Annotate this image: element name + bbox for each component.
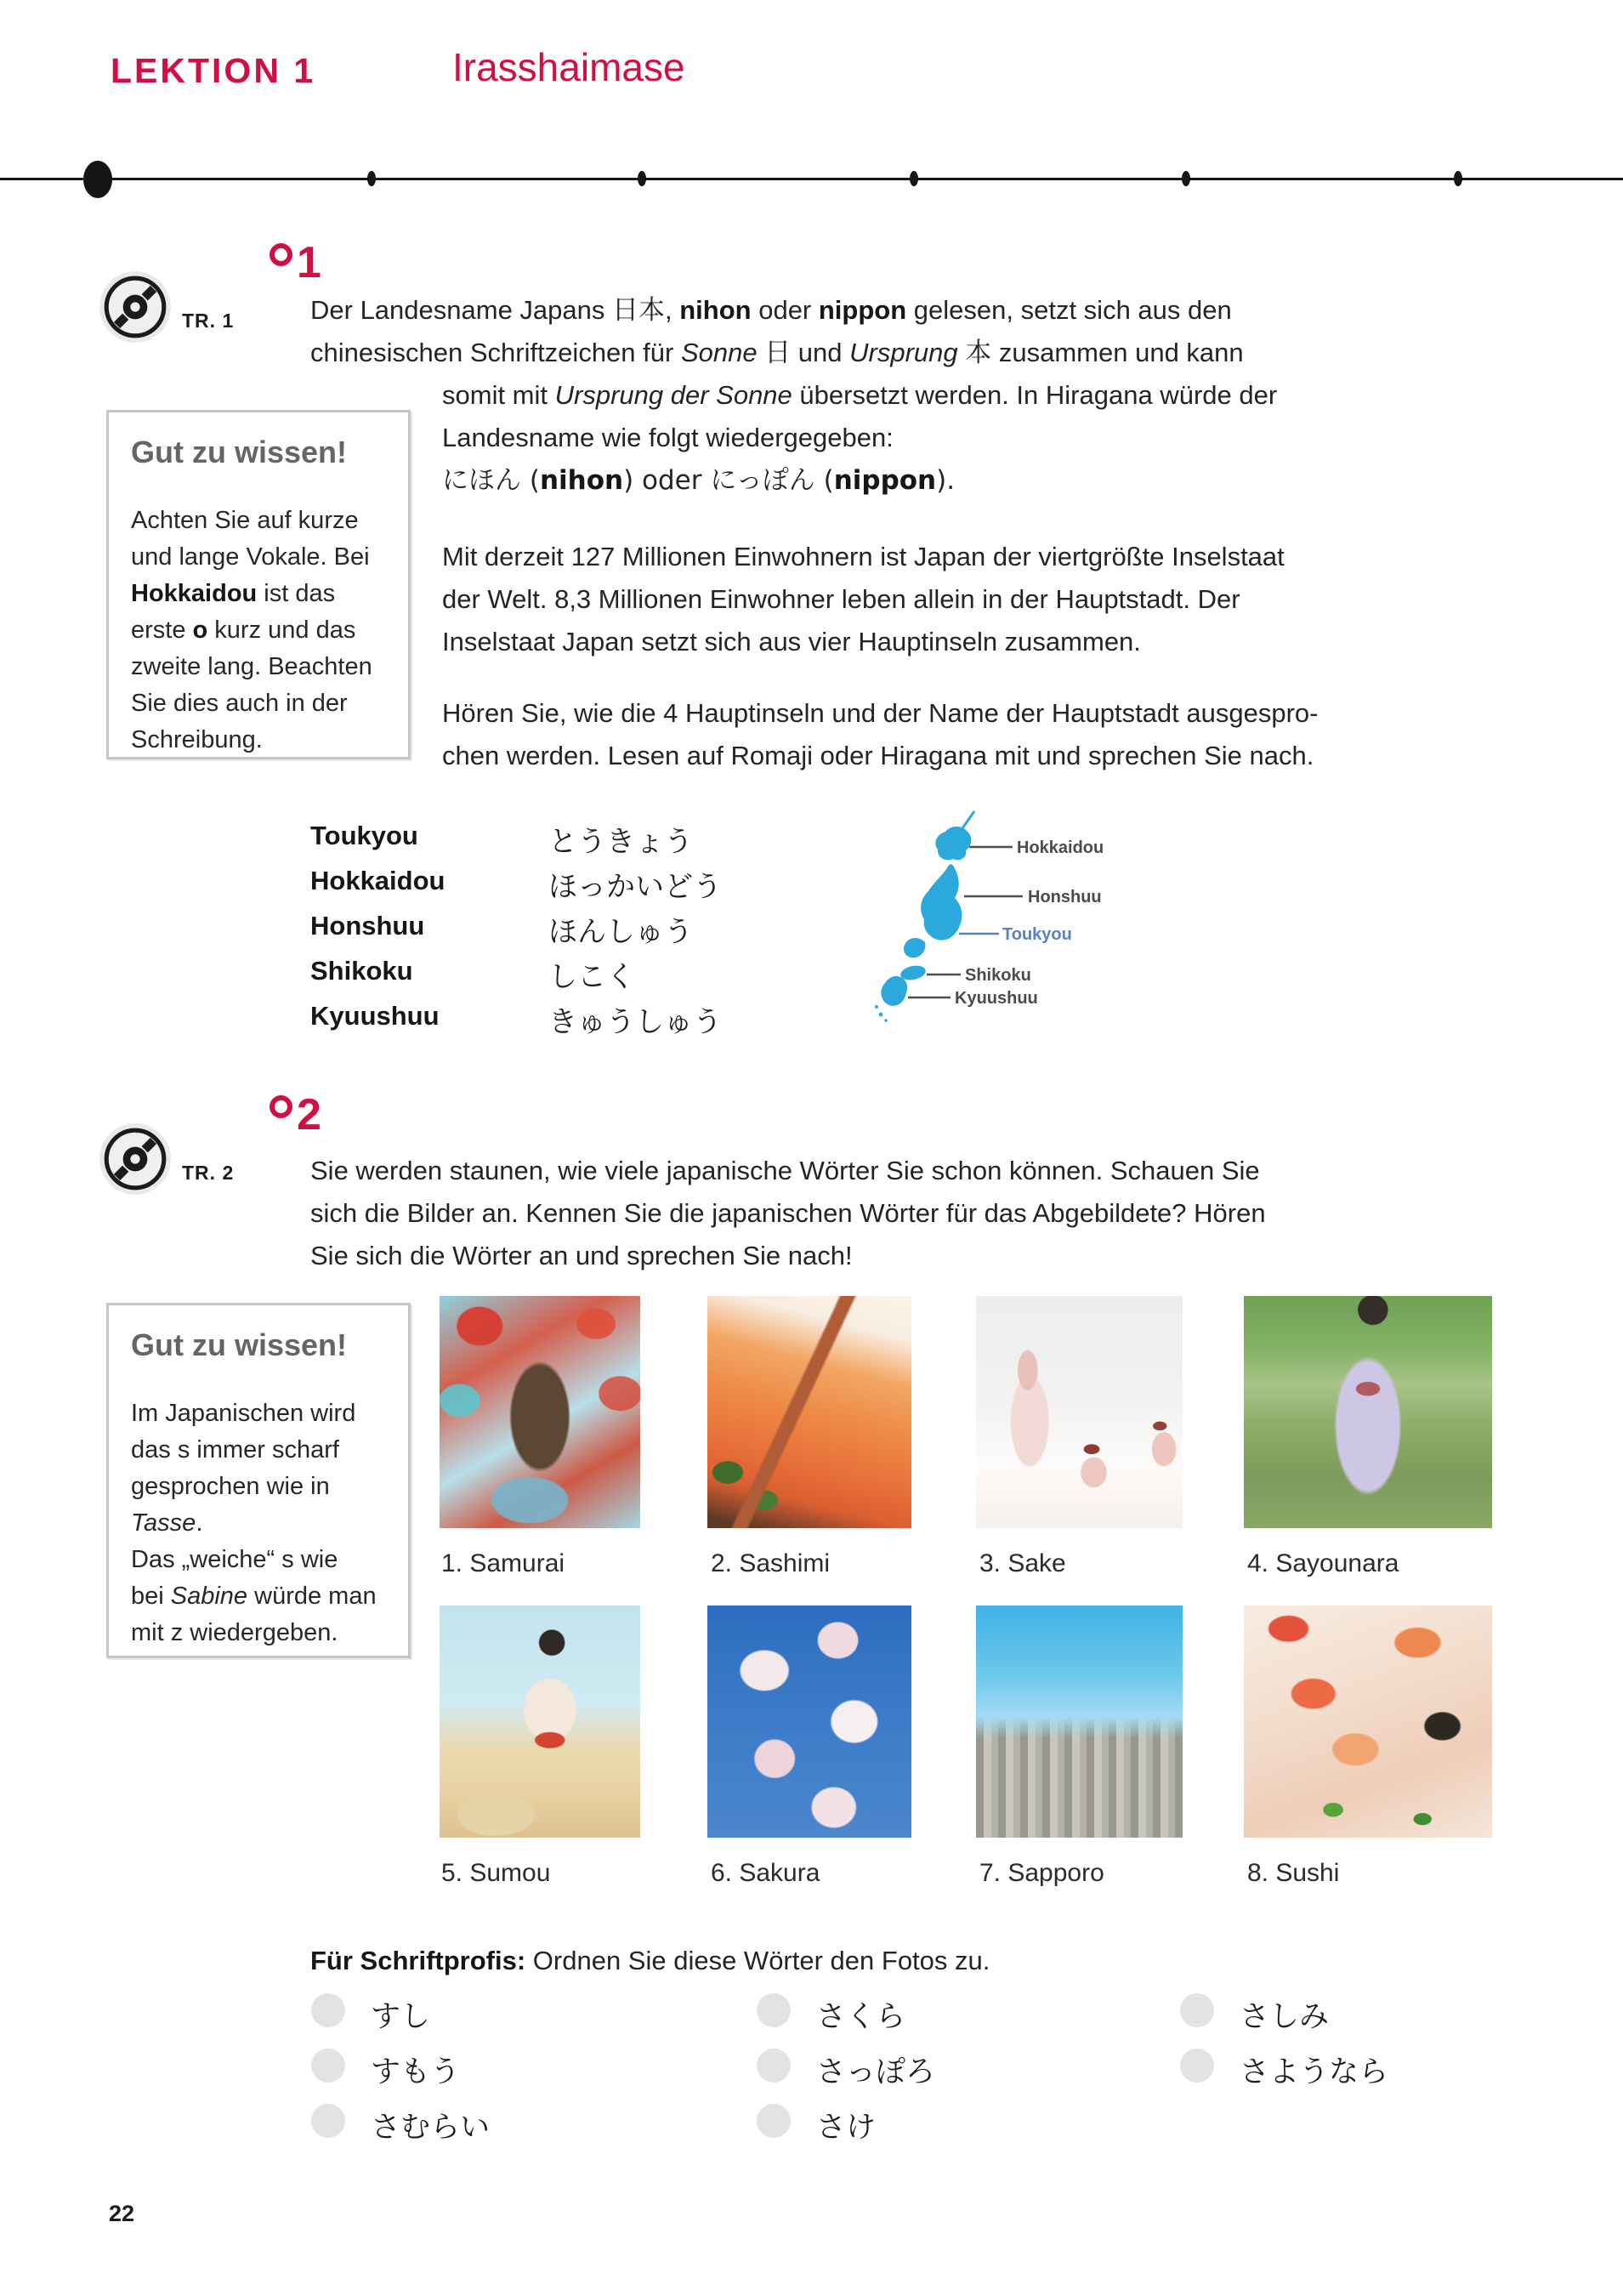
text-run: Ordnen Sie diese Wörter den Fotos zu. — [525, 1946, 990, 1975]
text-run-italic: Tasse — [131, 1509, 196, 1537]
infobox-title: Gut zu wissen! — [131, 435, 348, 469]
paragraph-1-line-2 — [310, 332, 1244, 374]
photo-caption-sashimi: 2. Sashimi — [711, 1549, 831, 1577]
infobox-line: Das „weiche“ s wie — [131, 1546, 338, 1573]
text-run: würde man — [247, 1583, 377, 1610]
page-number: 22 — [109, 2201, 135, 2226]
island-romaji-hokkaidou: Hokkaidou — [310, 866, 445, 895]
text-run: kurz und das — [207, 617, 356, 644]
island-kana-kyuushuu: きゅうしゅう — [548, 1005, 722, 1039]
island-kana-toukyou: とうきょう — [548, 825, 693, 859]
word-bullet — [757, 2049, 791, 2083]
word-sumou: すもう — [371, 2055, 461, 2089]
section-1-number: 1 — [297, 238, 321, 287]
photo-caption-sushi: 8. Sushi — [1247, 1859, 1340, 1887]
photo-caption-sake: 3. Sake — [979, 1549, 1066, 1577]
map-label-honshuu: Honshuu — [1028, 888, 1102, 906]
infobox-line: das s immer scharf — [131, 1436, 339, 1463]
word-sake: さけ — [816, 2111, 877, 2145]
text-run: ist das — [257, 580, 336, 607]
text-run-bold: o — [192, 617, 208, 644]
map-label-kyuushuu: Kyuushuu — [955, 989, 1038, 1008]
island-romaji-toukyou: Toukyou — [310, 821, 418, 850]
text-run: 日 und — [757, 338, 850, 367]
infobox-line — [131, 1578, 408, 1615]
map-island-honshu — [921, 864, 962, 940]
text-run-bold: Hokkaidou — [131, 580, 258, 607]
paragraph-2-line-3: Inselstaat Japan setzt sich aus vier Hauptinseln zusammen. — [442, 627, 1141, 656]
photo-caption-sumou: 5. Sumou — [441, 1859, 551, 1887]
section-1-marker-ring — [270, 243, 292, 266]
text-run-bold: nihon — [539, 465, 624, 496]
rule-dot — [367, 171, 376, 186]
map-islet — [875, 1005, 878, 1009]
text-run-bold: nihon — [679, 295, 752, 325]
infobox-line: mit z wiedergeben. — [131, 1619, 338, 1646]
word-sushi: すし — [371, 2000, 431, 2034]
word-bullet — [757, 2104, 791, 2138]
infobox-title: Gut zu wissen! — [131, 1327, 348, 1362]
rule-dot-large — [83, 161, 112, 198]
text-run-bold: Für Schriftprofis: — [310, 1946, 526, 1975]
gut-zu-wissen-box-1 — [106, 410, 411, 759]
paragraph-2-line-2: der Welt. 8,3 Millionen Einwohner leben allein in der Hauptstadt. Der — [442, 584, 1240, 614]
text-run-bold: nippon — [818, 295, 907, 325]
text-run-bold: nippon — [833, 465, 937, 496]
island-romaji-kyuushuu: Kyuushuu — [310, 1001, 440, 1031]
cd-audio-icon — [99, 1122, 172, 1196]
photo-caption-sayounara: 4. Sayounara — [1247, 1549, 1399, 1577]
text-run-kana: ) oder にっぽん ( — [623, 465, 834, 496]
section-2-intro-line-1: Sie werden staunen, wie viele japanische Wörter Sie schon können. Schauen Sie — [310, 1156, 1260, 1185]
infobox-line — [131, 576, 408, 612]
photo-sayounara — [1244, 1296, 1492, 1528]
text-run: 本 zusammen und kann — [957, 338, 1244, 367]
text-run: bei — [131, 1583, 171, 1610]
rule-dot — [1454, 171, 1462, 186]
section-2-number: 2 — [297, 1090, 321, 1139]
photo-sushi — [1244, 1605, 1492, 1838]
lesson-number-heading: LEKTION 1 — [111, 51, 316, 90]
infobox-line: und lange Vokale. Bei — [131, 543, 370, 571]
photo-caption-samurai: 1. Samurai — [441, 1549, 565, 1577]
photo-caption-sakura: 6. Sakura — [711, 1859, 820, 1887]
rule-dot — [638, 171, 646, 186]
header-rule — [0, 178, 1623, 180]
word-sapporo: さっぽろ — [816, 2055, 936, 2089]
map-island-kyushu — [881, 976, 907, 1006]
text-run: ). — [936, 465, 956, 496]
rule-dot — [910, 171, 918, 186]
photo-caption-sapporo: 7. Sapporo — [979, 1859, 1104, 1887]
gut-zu-wissen-box-2 — [106, 1303, 411, 1658]
map-island-tail — [962, 811, 974, 828]
page-title: Irasshaimase — [452, 45, 685, 89]
text-run-italic: Sabine — [170, 1583, 248, 1610]
text-run: oder — [751, 295, 819, 325]
text-run: Landesname wie folgt wiedergegeben: — [442, 423, 894, 452]
photo-sumou — [440, 1605, 640, 1838]
island-kana-shikoku: しこく — [548, 960, 635, 994]
island-kana-honshuu: ほんしゅう — [548, 915, 693, 949]
infobox-line — [131, 1505, 408, 1542]
paragraph-1-line-4 — [442, 417, 894, 459]
word-sakura: さくら — [816, 2000, 906, 2034]
text-run: chinesischen Schriftzeichen für — [310, 338, 681, 367]
island-romaji-shikoku: Shikoku — [310, 956, 413, 986]
infobox-line: zweite lang. Beachten — [131, 653, 372, 680]
paragraph-3-line-1: Hören Sie, wie die 4 Hauptinseln und der Name der Hauptstadt ausgespro- — [442, 698, 1319, 728]
photo-sakura — [707, 1605, 911, 1838]
infobox-line: Im Japanischen wird — [131, 1400, 356, 1427]
text-run-italic: Ursprung — [849, 338, 958, 367]
word-bullet — [311, 2104, 345, 2138]
cd-audio-icon — [99, 270, 172, 344]
schriftprofis-instruction — [310, 1946, 990, 1976]
map-label-shikoku: Shikoku — [965, 966, 1031, 985]
track-1-label: TR. 1 — [182, 310, 235, 332]
word-sayounara: さようなら — [1240, 2055, 1389, 2089]
map-islet — [884, 1019, 888, 1022]
text-run: übersetzt werden. In Hiragana würde der — [792, 380, 1278, 410]
word-bullet — [1180, 2049, 1214, 2083]
island-romaji-honshuu: Honshuu — [310, 911, 425, 941]
infobox-line: gesprochen wie in — [131, 1473, 330, 1500]
paragraph-3-line-2: chen werden. Lesen auf Romaji oder Hiragana mit und sprechen Sie nach. — [442, 741, 1314, 770]
map-islet — [879, 1013, 883, 1017]
text-run: erste — [131, 617, 193, 644]
word-bullet — [1180, 1993, 1214, 2027]
map-label-toukyou: Toukyou — [1002, 925, 1072, 944]
section-2-marker-ring — [270, 1095, 292, 1118]
infobox-line — [131, 612, 408, 649]
section-2-intro-line-2: sich die Bilder an. Kennen Sie die japanischen Wörter für das Abgebildete? Hören — [310, 1198, 1266, 1228]
map-island-honshu-west — [904, 938, 925, 958]
paragraph-1-line-3 — [442, 374, 1277, 417]
paragraph-1-line-5 — [442, 459, 955, 502]
map-label-hokkaidou: Hokkaidou — [1017, 838, 1104, 857]
paragraph-1-line-1 — [310, 289, 1232, 332]
word-samurai: さむらい — [371, 2111, 491, 2145]
text-run: somit mit — [442, 380, 555, 410]
infobox-line: Schreibung. — [131, 726, 263, 753]
word-sashimi: さしみ — [1240, 2000, 1330, 2034]
text-run: gelesen, setzt sich aus den — [906, 295, 1232, 325]
text-run-italic: Sonne — [680, 338, 758, 367]
island-kana-hokkaidou: ほっかいどう — [548, 870, 722, 904]
text-run: Der Landesname Japans 日本, — [310, 295, 680, 325]
japan-map — [874, 806, 1129, 1027]
word-bullet — [311, 2049, 345, 2083]
track-2-label: TR. 2 — [182, 1162, 235, 1184]
word-bullet — [311, 1993, 345, 2027]
infobox-line: Achten Sie auf kurze — [131, 507, 359, 534]
map-island-hokkaido — [935, 827, 971, 860]
word-bullet — [757, 1993, 791, 2027]
text-run-italic: Ursprung der Sonne — [554, 380, 792, 410]
photo-samurai — [440, 1296, 640, 1528]
photo-sake — [976, 1296, 1183, 1528]
section-2-intro-line-3: Sie sich die Wörter an und sprechen Sie nach! — [310, 1241, 853, 1270]
infobox-line: Sie dies auch in der — [131, 690, 348, 717]
text-run-kana: にほん ( — [442, 465, 540, 496]
paragraph-2-line-1: Mit derzeit 127 Millionen Einwohnern ist Japan der viertgrößte Inselstaat — [442, 542, 1285, 571]
photo-sashimi — [707, 1296, 911, 1528]
rule-dot — [1182, 171, 1190, 186]
text-run: . — [196, 1509, 203, 1537]
photo-sapporo — [976, 1605, 1183, 1838]
